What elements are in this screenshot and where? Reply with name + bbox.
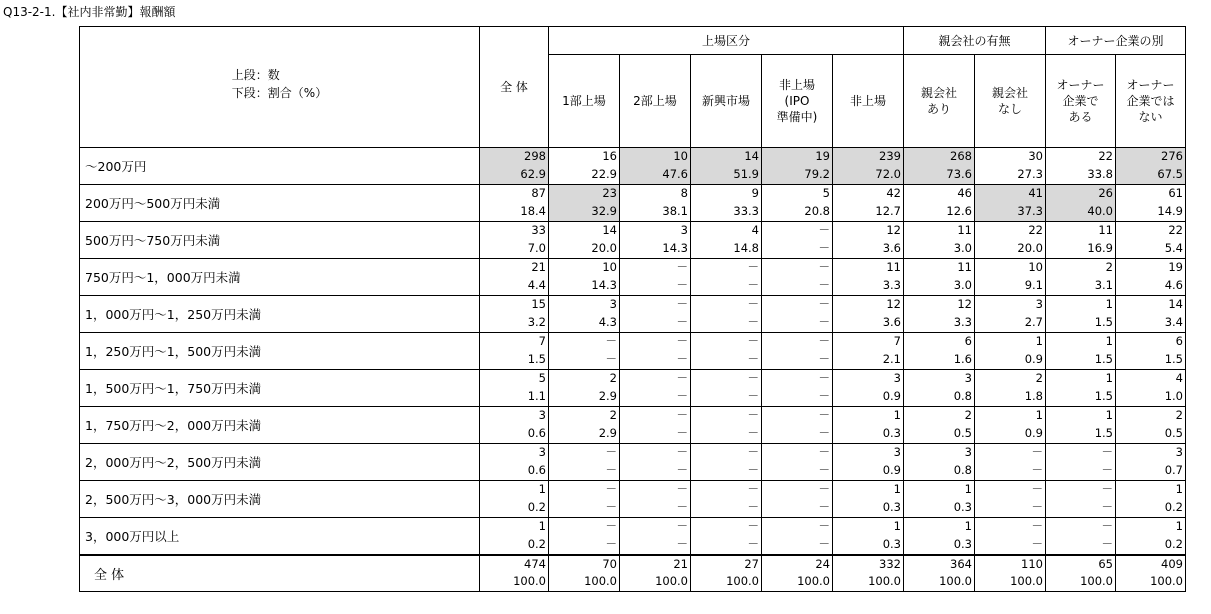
table-row — [80, 481, 1186, 499]
pct-cell: 3.3 — [904, 314, 975, 333]
count-cell: 12 — [833, 222, 904, 240]
count-cell: 5 — [762, 185, 833, 203]
count-cell: 3 — [904, 444, 975, 462]
count-cell: 2 — [549, 370, 620, 388]
count-cell: 12 — [904, 296, 975, 314]
pct-cell: 0.3 — [833, 425, 904, 444]
count-cell: 15 — [480, 296, 549, 314]
table-row — [80, 185, 1186, 203]
count-cell: － — [620, 370, 691, 388]
count-cell: 1 — [833, 518, 904, 536]
count-cell: 23 — [549, 185, 620, 203]
pct-cell: 1.6 — [904, 351, 975, 370]
pct-cell: 100.0 — [480, 573, 549, 592]
pct-cell: 0.7 — [1116, 462, 1186, 481]
row-label: 1，500万円～1，750万円未満 — [80, 370, 480, 407]
pct-cell: － — [762, 536, 833, 555]
pct-cell: 3.1 — [1046, 277, 1116, 296]
count-cell: － — [549, 333, 620, 351]
pct-cell: 3.0 — [904, 277, 975, 296]
pct-cell: 100.0 — [1046, 573, 1116, 592]
pct-cell: 0.3 — [833, 499, 904, 518]
pct-cell: 0.3 — [904, 499, 975, 518]
table-row — [80, 259, 1186, 277]
pct-cell: 73.6 — [904, 166, 975, 185]
pct-cell: 0.5 — [904, 425, 975, 444]
count-cell: 1 — [1046, 370, 1116, 388]
count-cell: 22 — [1116, 222, 1186, 240]
count-cell: － — [691, 333, 762, 351]
count-cell: 3 — [833, 444, 904, 462]
pct-cell: 0.9 — [975, 425, 1046, 444]
row-label: ～200万円 — [80, 148, 480, 185]
count-cell: 1 — [1116, 518, 1186, 536]
count-cell: 22 — [975, 222, 1046, 240]
count-cell: 41 — [975, 185, 1046, 203]
count-cell: － — [620, 296, 691, 314]
pct-cell: － — [762, 499, 833, 518]
row-label: 2，000万円～2，500万円未満 — [80, 444, 480, 481]
pct-cell: 1.0 — [1116, 388, 1186, 407]
table-row — [80, 444, 1186, 462]
pct-cell: 3.0 — [904, 240, 975, 259]
pct-cell: － — [762, 462, 833, 481]
count-cell: 11 — [904, 222, 975, 240]
count-cell: － — [1046, 481, 1116, 499]
pct-cell: 12.6 — [904, 203, 975, 222]
pct-cell: 1.8 — [975, 388, 1046, 407]
pct-cell: － — [975, 499, 1046, 518]
pct-cell: 9.1 — [975, 277, 1046, 296]
pct-cell: 38.1 — [620, 203, 691, 222]
count-cell: 1 — [1046, 333, 1116, 351]
table-row — [80, 370, 1186, 388]
count-cell: 1 — [904, 518, 975, 536]
pct-cell: － — [691, 388, 762, 407]
count-cell: 9 — [691, 185, 762, 203]
pct-cell: 33.3 — [691, 203, 762, 222]
pct-cell: 0.8 — [904, 388, 975, 407]
pct-cell: － — [1046, 536, 1116, 555]
count-cell: 2 — [549, 407, 620, 425]
pct-cell: － — [1046, 462, 1116, 481]
col-header: 親会社 あり — [904, 55, 975, 148]
col-header: 新興市場 — [691, 55, 762, 148]
pct-cell: 20.0 — [975, 240, 1046, 259]
pct-cell: 4.6 — [1116, 277, 1186, 296]
count-cell: 22 — [1046, 148, 1116, 166]
pct-cell: 67.5 — [1116, 166, 1186, 185]
pct-cell: 100.0 — [904, 573, 975, 592]
group-owner-header: オーナー企業の別 — [1046, 27, 1186, 55]
row-label: 2，500万円～3，000万円未満 — [80, 481, 480, 518]
count-cell: 364 — [904, 555, 975, 573]
table-row — [80, 333, 1186, 351]
pct-cell: － — [620, 499, 691, 518]
pct-cell: － — [762, 314, 833, 333]
pct-cell: 1.5 — [1046, 351, 1116, 370]
count-cell: 70 — [549, 555, 620, 573]
pct-cell: 3.2 — [480, 314, 549, 333]
count-cell: － — [620, 259, 691, 277]
pct-cell: 0.3 — [904, 536, 975, 555]
count-cell: 10 — [975, 259, 1046, 277]
row-label: 3，000万円以上 — [80, 518, 480, 555]
pct-cell: 62.9 — [480, 166, 549, 185]
pct-cell: － — [691, 462, 762, 481]
row-label: 1，750万円～2，000万円未満 — [80, 407, 480, 444]
count-cell: 2 — [1116, 407, 1186, 425]
pct-cell: － — [620, 314, 691, 333]
count-cell: － — [975, 518, 1046, 536]
count-cell: － — [762, 370, 833, 388]
pct-cell: － — [620, 277, 691, 296]
pct-cell: 18.4 — [480, 203, 549, 222]
group-parent-header: 親会社の有無 — [904, 27, 1046, 55]
table-row — [80, 518, 1186, 536]
count-cell: 5 — [480, 370, 549, 388]
pct-cell: 32.9 — [549, 203, 620, 222]
pct-cell: － — [549, 499, 620, 518]
pct-cell: － — [691, 536, 762, 555]
count-cell: 268 — [904, 148, 975, 166]
pct-cell: － — [691, 351, 762, 370]
pct-cell: 100.0 — [620, 573, 691, 592]
row-label: 200万円～500万円未満 — [80, 185, 480, 222]
count-cell: 7 — [833, 333, 904, 351]
pct-cell: 0.2 — [480, 536, 549, 555]
pct-cell: 20.8 — [762, 203, 833, 222]
count-cell: － — [549, 481, 620, 499]
count-cell: 61 — [1116, 185, 1186, 203]
count-cell: － — [691, 370, 762, 388]
pct-cell: － — [762, 351, 833, 370]
count-cell: 46 — [904, 185, 975, 203]
col-header: オーナー 企業で ある — [1046, 55, 1116, 148]
pct-cell: 1.5 — [1116, 351, 1186, 370]
pct-cell: － — [620, 388, 691, 407]
header-legend — [80, 27, 480, 148]
count-cell: 14 — [549, 222, 620, 240]
pct-cell: 14.3 — [549, 277, 620, 296]
pct-cell: 100.0 — [1116, 573, 1186, 592]
total-row — [80, 555, 1186, 573]
pct-cell: 79.2 — [762, 166, 833, 185]
count-cell: － — [762, 518, 833, 536]
pct-cell: 1.1 — [480, 388, 549, 407]
count-cell: － — [691, 481, 762, 499]
row-label: 500万円～750万円未満 — [80, 222, 480, 259]
count-cell: 3 — [975, 296, 1046, 314]
pct-cell: － — [620, 425, 691, 444]
pct-cell: 47.6 — [620, 166, 691, 185]
count-cell: － — [1046, 444, 1116, 462]
count-cell: 3 — [480, 444, 549, 462]
col-header: 非上場 (IPO 準備中) — [762, 55, 833, 148]
col-total-header: 全 体 — [480, 27, 549, 148]
pct-cell: 3.6 — [833, 314, 904, 333]
pct-cell: 5.4 — [1116, 240, 1186, 259]
pct-cell: － — [975, 462, 1046, 481]
table-row — [80, 296, 1186, 314]
row-label: 1，250万円～1，500万円未満 — [80, 333, 480, 370]
total-label: 全 体 — [80, 555, 480, 592]
pct-cell: － — [1046, 499, 1116, 518]
count-cell: 3 — [1116, 444, 1186, 462]
count-cell: 19 — [762, 148, 833, 166]
pct-cell: 0.2 — [1116, 536, 1186, 555]
count-cell: 30 — [975, 148, 1046, 166]
pct-cell: 14.9 — [1116, 203, 1186, 222]
col-header: 2部上場 — [620, 55, 691, 148]
pct-cell: 0.6 — [480, 425, 549, 444]
count-cell: 6 — [1116, 333, 1186, 351]
pct-cell: － — [762, 388, 833, 407]
col-header: 1部上場 — [549, 55, 620, 148]
pct-cell: 3.3 — [833, 277, 904, 296]
pct-cell: － — [691, 499, 762, 518]
pct-cell: 100.0 — [833, 573, 904, 592]
pct-cell: 20.0 — [549, 240, 620, 259]
count-cell: － — [691, 259, 762, 277]
pct-cell: 7.0 — [480, 240, 549, 259]
legend-top: 上段：数 — [231, 68, 280, 82]
pct-cell: 40.0 — [1046, 203, 1116, 222]
pct-cell: 2.9 — [549, 388, 620, 407]
pct-cell: 14.8 — [691, 240, 762, 259]
pct-cell: 1.5 — [1046, 388, 1116, 407]
pct-cell: 33.8 — [1046, 166, 1116, 185]
pct-cell: 1.5 — [1046, 425, 1116, 444]
count-cell: 239 — [833, 148, 904, 166]
count-cell: － — [1046, 518, 1116, 536]
pct-cell: － — [549, 536, 620, 555]
count-cell: 10 — [620, 148, 691, 166]
pct-cell: 51.9 — [691, 166, 762, 185]
table-row — [80, 148, 1186, 166]
pct-cell: － — [762, 425, 833, 444]
count-cell: 332 — [833, 555, 904, 573]
pct-cell: 100.0 — [975, 573, 1046, 592]
count-cell: 87 — [480, 185, 549, 203]
count-cell: － — [691, 444, 762, 462]
pct-cell: － — [620, 462, 691, 481]
pct-cell: 0.5 — [1116, 425, 1186, 444]
count-cell: 1 — [975, 407, 1046, 425]
count-cell: 1 — [480, 518, 549, 536]
pct-cell: － — [620, 536, 691, 555]
count-cell: 409 — [1116, 555, 1186, 573]
count-cell: 65 — [1046, 555, 1116, 573]
pct-cell: 2.9 — [549, 425, 620, 444]
pct-cell: 100.0 — [762, 573, 833, 592]
count-cell: 42 — [833, 185, 904, 203]
count-cell: 4 — [1116, 370, 1186, 388]
pct-cell: － — [762, 240, 833, 259]
pct-cell: － — [549, 351, 620, 370]
count-cell: 11 — [904, 259, 975, 277]
pct-cell: 0.9 — [833, 388, 904, 407]
count-cell: 1 — [975, 333, 1046, 351]
count-cell: 10 — [549, 259, 620, 277]
count-cell: 12 — [833, 296, 904, 314]
pct-cell: 12.7 — [833, 203, 904, 222]
pct-cell: － — [691, 314, 762, 333]
pct-cell: 3.6 — [833, 240, 904, 259]
pct-cell: － — [691, 425, 762, 444]
count-cell: 6 — [904, 333, 975, 351]
pct-cell: 3.4 — [1116, 314, 1186, 333]
count-cell: 1 — [480, 481, 549, 499]
pct-cell: 22.9 — [549, 166, 620, 185]
pct-cell: － — [691, 277, 762, 296]
count-cell: 4 — [691, 222, 762, 240]
pct-cell: － — [620, 351, 691, 370]
report-table — [79, 26, 1186, 592]
report-table-wrap — [79, 26, 1186, 592]
count-cell: 16 — [549, 148, 620, 166]
pct-cell: 1.5 — [1046, 314, 1116, 333]
count-cell: － — [762, 407, 833, 425]
count-cell: － — [975, 481, 1046, 499]
pct-cell: 100.0 — [691, 573, 762, 592]
count-cell: 1 — [833, 481, 904, 499]
count-cell: 110 — [975, 555, 1046, 573]
count-cell: － — [620, 481, 691, 499]
pct-cell: 27.3 — [975, 166, 1046, 185]
row-label: 750万円～1，000万円未満 — [80, 259, 480, 296]
count-cell: － — [549, 444, 620, 462]
pct-cell: 0.9 — [833, 462, 904, 481]
count-cell: 1 — [1046, 407, 1116, 425]
col-header: オーナー 企業では ない — [1116, 55, 1186, 148]
count-cell: 21 — [620, 555, 691, 573]
count-cell: 474 — [480, 555, 549, 573]
count-cell: 11 — [833, 259, 904, 277]
count-cell: － — [762, 444, 833, 462]
count-cell: 7 — [480, 333, 549, 351]
pct-cell: 37.3 — [975, 203, 1046, 222]
count-cell: 1 — [833, 407, 904, 425]
pct-cell: 0.2 — [480, 499, 549, 518]
count-cell: 3 — [549, 296, 620, 314]
col-header: 非上場 — [833, 55, 904, 148]
page-title: Q13-2-1.【社内非常勤】報酬額 — [3, 5, 176, 19]
pct-cell: 0.6 — [480, 462, 549, 481]
count-cell: － — [762, 259, 833, 277]
pct-cell: － — [549, 462, 620, 481]
table-row — [80, 222, 1186, 240]
count-cell: － — [762, 222, 833, 240]
group-listing-header: 上場区分 — [549, 27, 904, 55]
pct-cell: 14.3 — [620, 240, 691, 259]
pct-cell: － — [762, 277, 833, 296]
count-cell: 2 — [975, 370, 1046, 388]
pct-cell: 0.2 — [1116, 499, 1186, 518]
count-cell: － — [620, 333, 691, 351]
count-cell: － — [620, 518, 691, 536]
pct-cell: 4.4 — [480, 277, 549, 296]
pct-cell: 4.3 — [549, 314, 620, 333]
count-cell: 276 — [1116, 148, 1186, 166]
count-cell: － — [762, 481, 833, 499]
count-cell: 1 — [904, 481, 975, 499]
count-cell: － — [762, 333, 833, 351]
count-cell: － — [620, 407, 691, 425]
count-cell: － — [975, 444, 1046, 462]
pct-cell: 1.5 — [480, 351, 549, 370]
pct-cell: 100.0 — [549, 573, 620, 592]
table-row — [80, 407, 1186, 425]
count-cell: 3 — [904, 370, 975, 388]
pct-cell: 0.8 — [904, 462, 975, 481]
count-cell: － — [691, 296, 762, 314]
count-cell: 26 — [1046, 185, 1116, 203]
count-cell: 27 — [691, 555, 762, 573]
count-cell: 14 — [1116, 296, 1186, 314]
pct-cell: － — [975, 536, 1046, 555]
count-cell: 1 — [1116, 481, 1186, 499]
count-cell: 3 — [480, 407, 549, 425]
count-cell: 24 — [762, 555, 833, 573]
pct-cell: 2.1 — [833, 351, 904, 370]
count-cell: 8 — [620, 185, 691, 203]
pct-cell: 16.9 — [1046, 240, 1116, 259]
count-cell: 298 — [480, 148, 549, 166]
count-cell: 33 — [480, 222, 549, 240]
count-cell: 21 — [480, 259, 549, 277]
col-header: 親会社 なし — [975, 55, 1046, 148]
count-cell: 1 — [1046, 296, 1116, 314]
legend-bottom: 下段：割合（%） — [231, 86, 328, 100]
count-cell: － — [620, 444, 691, 462]
count-cell: － — [762, 296, 833, 314]
count-cell: 14 — [691, 148, 762, 166]
count-cell: 2 — [904, 407, 975, 425]
pct-cell: 2.7 — [975, 314, 1046, 333]
count-cell: 11 — [1046, 222, 1116, 240]
row-label: 1，000万円～1，250万円未満 — [80, 296, 480, 333]
pct-cell: 72.0 — [833, 166, 904, 185]
count-cell: 3 — [620, 222, 691, 240]
count-cell: － — [549, 518, 620, 536]
count-cell: 3 — [833, 370, 904, 388]
count-cell: － — [691, 407, 762, 425]
count-cell: － — [691, 518, 762, 536]
pct-cell: 0.9 — [975, 351, 1046, 370]
pct-cell: 0.3 — [833, 536, 904, 555]
count-cell: 19 — [1116, 259, 1186, 277]
count-cell: 2 — [1046, 259, 1116, 277]
